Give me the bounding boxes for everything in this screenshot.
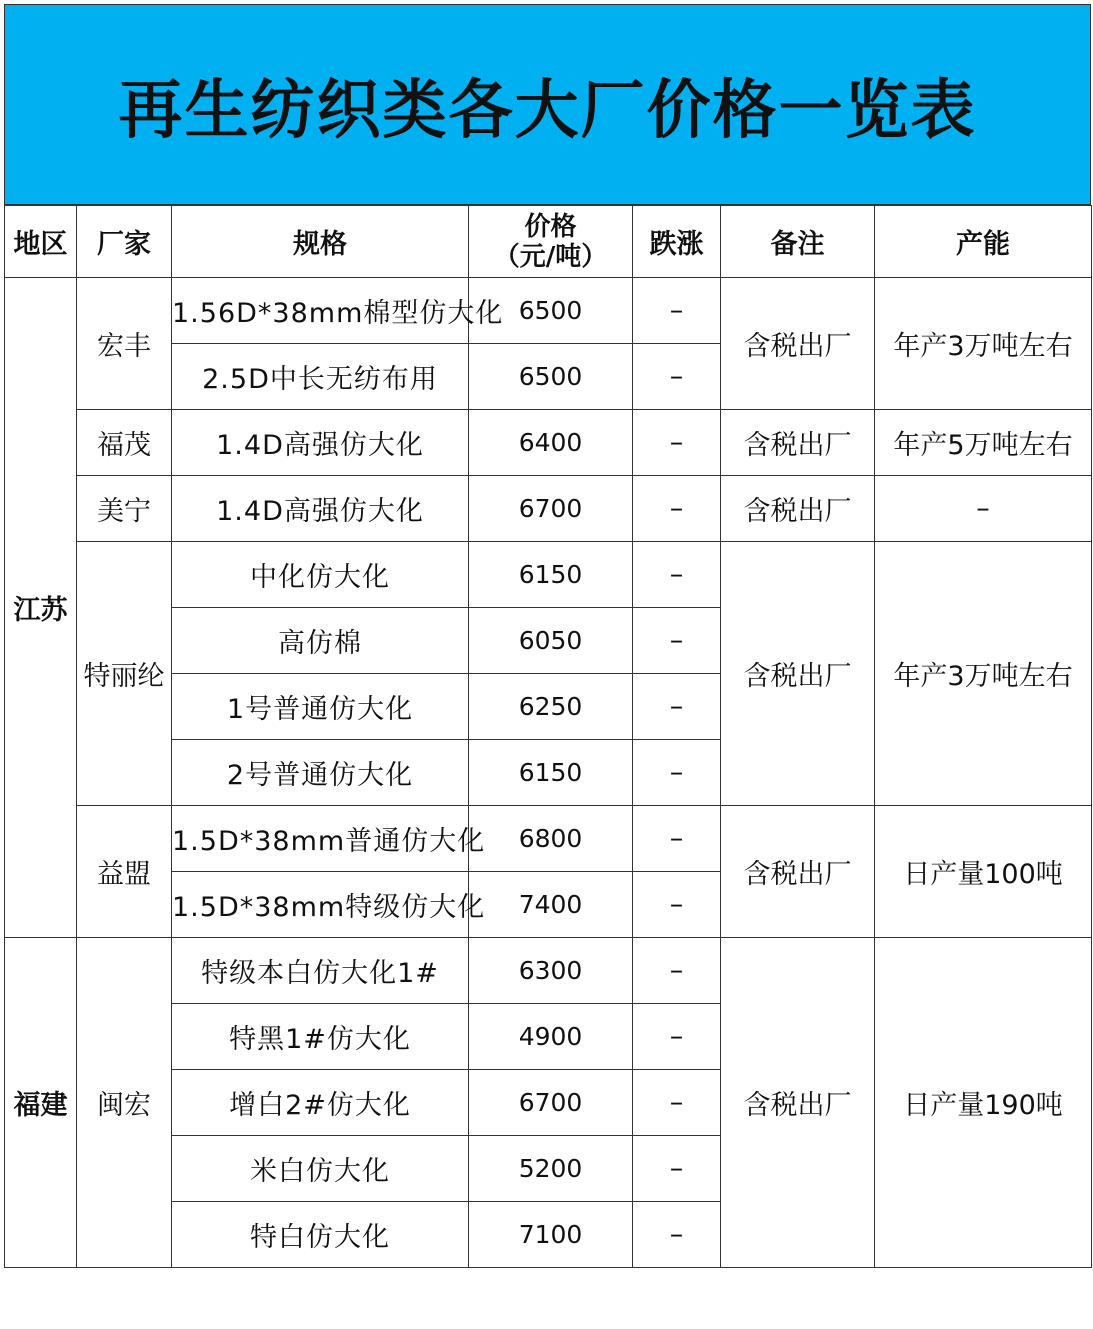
- capacity-cell: 年产5万吨左右: [875, 410, 1092, 476]
- change-cell: –: [633, 344, 721, 410]
- price-cell: 6800: [469, 806, 633, 872]
- spec-cell: 特黑1#仿大化: [172, 1004, 469, 1070]
- price-cell: 7100: [469, 1202, 633, 1268]
- change-cell: –: [633, 608, 721, 674]
- header-region: 地区: [5, 206, 77, 278]
- spec-cell: 特级本白仿大化1#: [172, 938, 469, 1004]
- factory-cell: 特丽纶: [77, 542, 172, 806]
- spec-cell: 高仿棉: [172, 608, 469, 674]
- note-cell: 含税出厂: [721, 806, 875, 938]
- change-cell: –: [633, 872, 721, 938]
- table-row: [5, 542, 1092, 608]
- change-cell: –: [633, 1004, 721, 1070]
- header-price: [469, 206, 633, 278]
- change-cell: –: [633, 1070, 721, 1136]
- header-change: 跌涨: [633, 206, 721, 278]
- change-cell: –: [633, 476, 721, 542]
- price-cell: 6300: [469, 938, 633, 1004]
- factory-cell: 福茂: [77, 410, 172, 476]
- header-capacity: 产能: [875, 206, 1092, 278]
- factory-cell: 宏丰: [77, 278, 172, 410]
- price-cell: 5200: [469, 1136, 633, 1202]
- region-cell: 江苏: [5, 278, 77, 938]
- spec-cell: 2.5D中长无纺布用: [172, 344, 469, 410]
- factory-cell: 闽宏: [77, 938, 172, 1268]
- change-cell: –: [633, 542, 721, 608]
- change-cell: –: [633, 278, 721, 344]
- spec-cell: 米白仿大化: [172, 1136, 469, 1202]
- price-cell: 6150: [469, 542, 633, 608]
- table-row: [5, 938, 1092, 1004]
- header-note: 备注: [721, 206, 875, 278]
- price-cell: 7400: [469, 872, 633, 938]
- region-cell: 福建: [5, 938, 77, 1268]
- change-cell: –: [633, 1202, 721, 1268]
- price-cell: 6500: [469, 344, 633, 410]
- change-cell: –: [633, 938, 721, 1004]
- table-row: [5, 410, 1092, 476]
- spec-cell: 1号普通仿大化: [172, 674, 469, 740]
- change-cell: –: [633, 806, 721, 872]
- header-price-unit: （元/吨）: [493, 241, 608, 272]
- spec-cell: 1.5D*38mm普通仿大化: [172, 806, 469, 872]
- spec-cell: 1.56D*38mm棉型仿大化: [172, 278, 469, 344]
- price-table: [4, 205, 1092, 1268]
- price-cell: 6150: [469, 740, 633, 806]
- capacity-cell: 日产量190吨: [875, 938, 1092, 1268]
- note-cell: 含税出厂: [721, 410, 875, 476]
- spec-cell: 1.4D高强仿大化: [172, 476, 469, 542]
- capacity-cell: 年产3万吨左右: [875, 542, 1092, 806]
- factory-cell: 益盟: [77, 806, 172, 938]
- spec-cell: 1.5D*38mm特级仿大化: [172, 872, 469, 938]
- table-row: [5, 806, 1092, 872]
- spec-cell: 特白仿大化: [172, 1202, 469, 1268]
- price-cell: 6700: [469, 476, 633, 542]
- spec-cell: 增白2#仿大化: [172, 1070, 469, 1136]
- table-row: [5, 476, 1092, 542]
- header-price-label: 价格: [524, 211, 577, 242]
- header-row: [5, 206, 1092, 278]
- table-row: [5, 278, 1092, 344]
- note-cell: 含税出厂: [721, 476, 875, 542]
- price-cell: 6050: [469, 608, 633, 674]
- price-sheet: [4, 4, 1091, 1268]
- capacity-cell: 年产3万吨左右: [875, 278, 1092, 410]
- title-band: [4, 4, 1091, 205]
- change-cell: –: [633, 1136, 721, 1202]
- spec-cell: 2号普通仿大化: [172, 740, 469, 806]
- note-cell: 含税出厂: [721, 542, 875, 806]
- price-cell: 6500: [469, 278, 633, 344]
- price-cell: 6700: [469, 1070, 633, 1136]
- price-cell: 6250: [469, 674, 633, 740]
- change-cell: –: [633, 674, 721, 740]
- spec-cell: 中化仿大化: [172, 542, 469, 608]
- factory-cell: 美宁: [77, 476, 172, 542]
- header-spec: 规格: [172, 206, 469, 278]
- capacity-cell: 日产量100吨: [875, 806, 1092, 938]
- capacity-cell: –: [875, 476, 1092, 542]
- spec-cell: 1.4D高强仿大化: [172, 410, 469, 476]
- price-cell: 4900: [469, 1004, 633, 1070]
- note-cell: 含税出厂: [721, 278, 875, 410]
- price-cell: 6400: [469, 410, 633, 476]
- note-cell: 含税出厂: [721, 938, 875, 1268]
- header-factory: 厂家: [77, 206, 172, 278]
- change-cell: –: [633, 740, 721, 806]
- change-cell: –: [633, 410, 721, 476]
- page-title: 再生纺织类各大厂价格一览表: [118, 73, 977, 148]
